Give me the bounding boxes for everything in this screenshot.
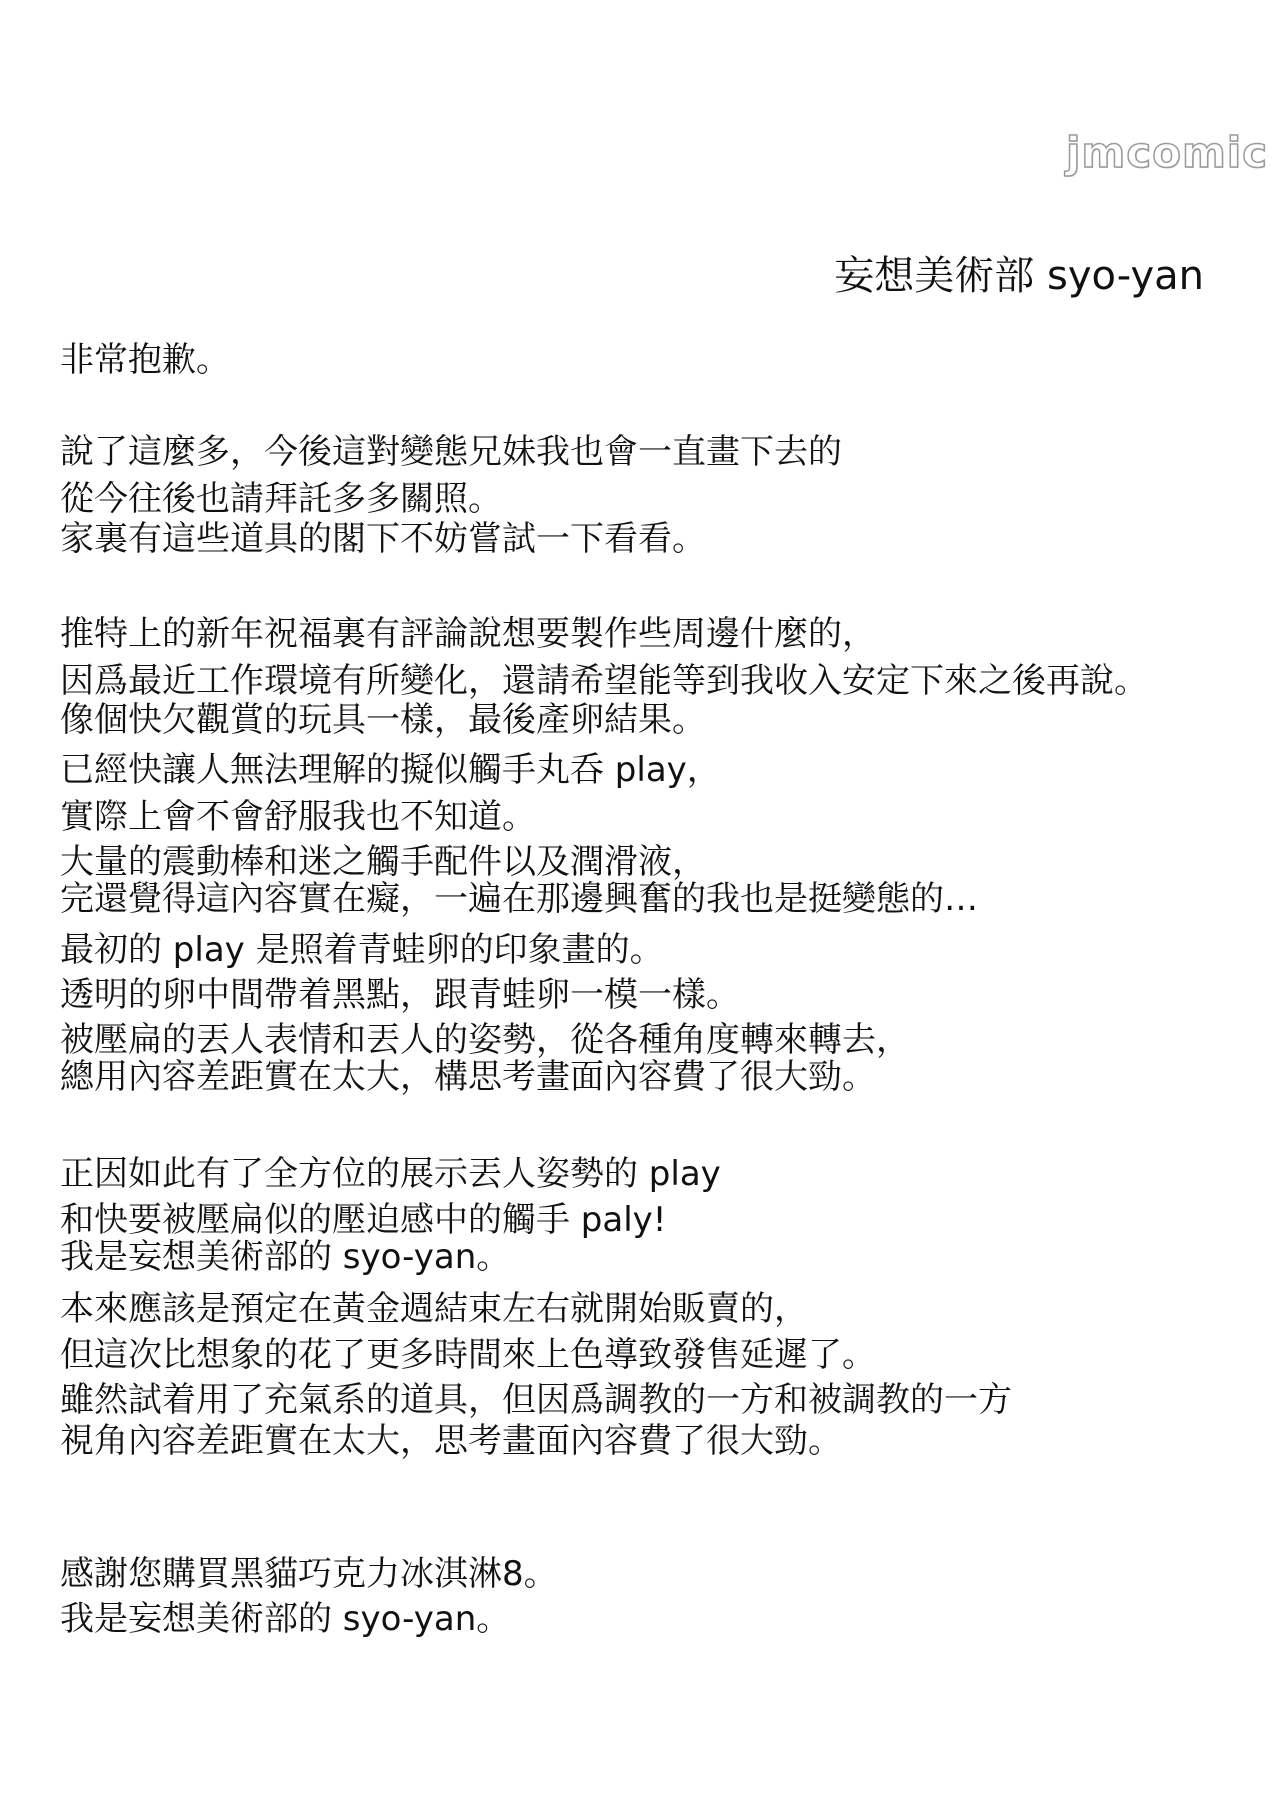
text-line: 被壓扁的丟人表情和丟人的姿勢，從各種角度轉來轉去， xyxy=(60,1020,910,1060)
text-line: 我是妄想美術部的 syo-yan。 xyxy=(60,1599,511,1639)
text-line: 因爲最近工作環境有所變化，還請希望能等到我收入安定下來之後再說。 xyxy=(60,661,1148,701)
text-line: 我是妄想美術部的 syo-yan。 xyxy=(60,1237,511,1277)
text-line: 但這次比想象的花了更多時間來上色導致發售延遲了。 xyxy=(60,1335,876,1375)
text-line: 最初的 play 是照着青蛙卵的印象畫的。 xyxy=(60,930,664,970)
text-line: 像個快欠觀賞的玩具一樣，最後產卵結果。 xyxy=(60,700,706,740)
text-line: 家裏有這些道具的閣下不妨嘗試一下看看。 xyxy=(60,519,706,559)
text-line: 感謝您購買黑貓巧克力冰淇淋8。 xyxy=(60,1554,558,1594)
text-line: 總用內容差距實在太大，構思考畫面內容費了很大勁。 xyxy=(60,1057,876,1097)
text-line: 說了這麼多，今後這對變態兄妹我也會一直畫下去的 xyxy=(60,432,842,472)
text-line: 本來應該是預定在黃金週結束左右就開始販賣的， xyxy=(60,1289,808,1329)
text-line: 推特上的新年祝福裏有評論說想要製作些周邊什麼的， xyxy=(60,614,876,654)
text-line: 正因如此有了全方位的展示丟人姿勢的 play xyxy=(60,1154,721,1194)
text-line: 大量的震動棒和迷之觸手配件以及潤滑液， xyxy=(60,842,706,882)
text-line: 實際上會不會舒服我也不知道。 xyxy=(60,797,536,837)
text-line: 已經快讓人無法理解的擬似觸手丸呑 play， xyxy=(60,750,721,790)
text-line: 完還覺得這內容實在癡，一遍在那邊興奮的我也是挺變態的… xyxy=(60,879,978,919)
text-line: 和快要被壓扁似的壓迫感中的觸手 paly! xyxy=(60,1200,667,1240)
text-line: 雖然試着用了充氣系的道具，但因爲調教的一方和被調教的一方 xyxy=(60,1380,1012,1420)
watermark-logo: jmcomic xyxy=(1066,128,1268,177)
text-line: 透明的卵中間帶着黑點，跟青蛙卵一模一樣。 xyxy=(60,975,740,1015)
text-line: 從今往後也請拜託多多關照。 xyxy=(60,479,502,519)
text-line: 視角內容差距實在太大，思考畫面內容費了很大勁。 xyxy=(60,1421,842,1461)
text-line: 非常抱歉。 xyxy=(60,340,230,380)
author-signature: 妄想美術部 syo-yan xyxy=(834,253,1204,299)
